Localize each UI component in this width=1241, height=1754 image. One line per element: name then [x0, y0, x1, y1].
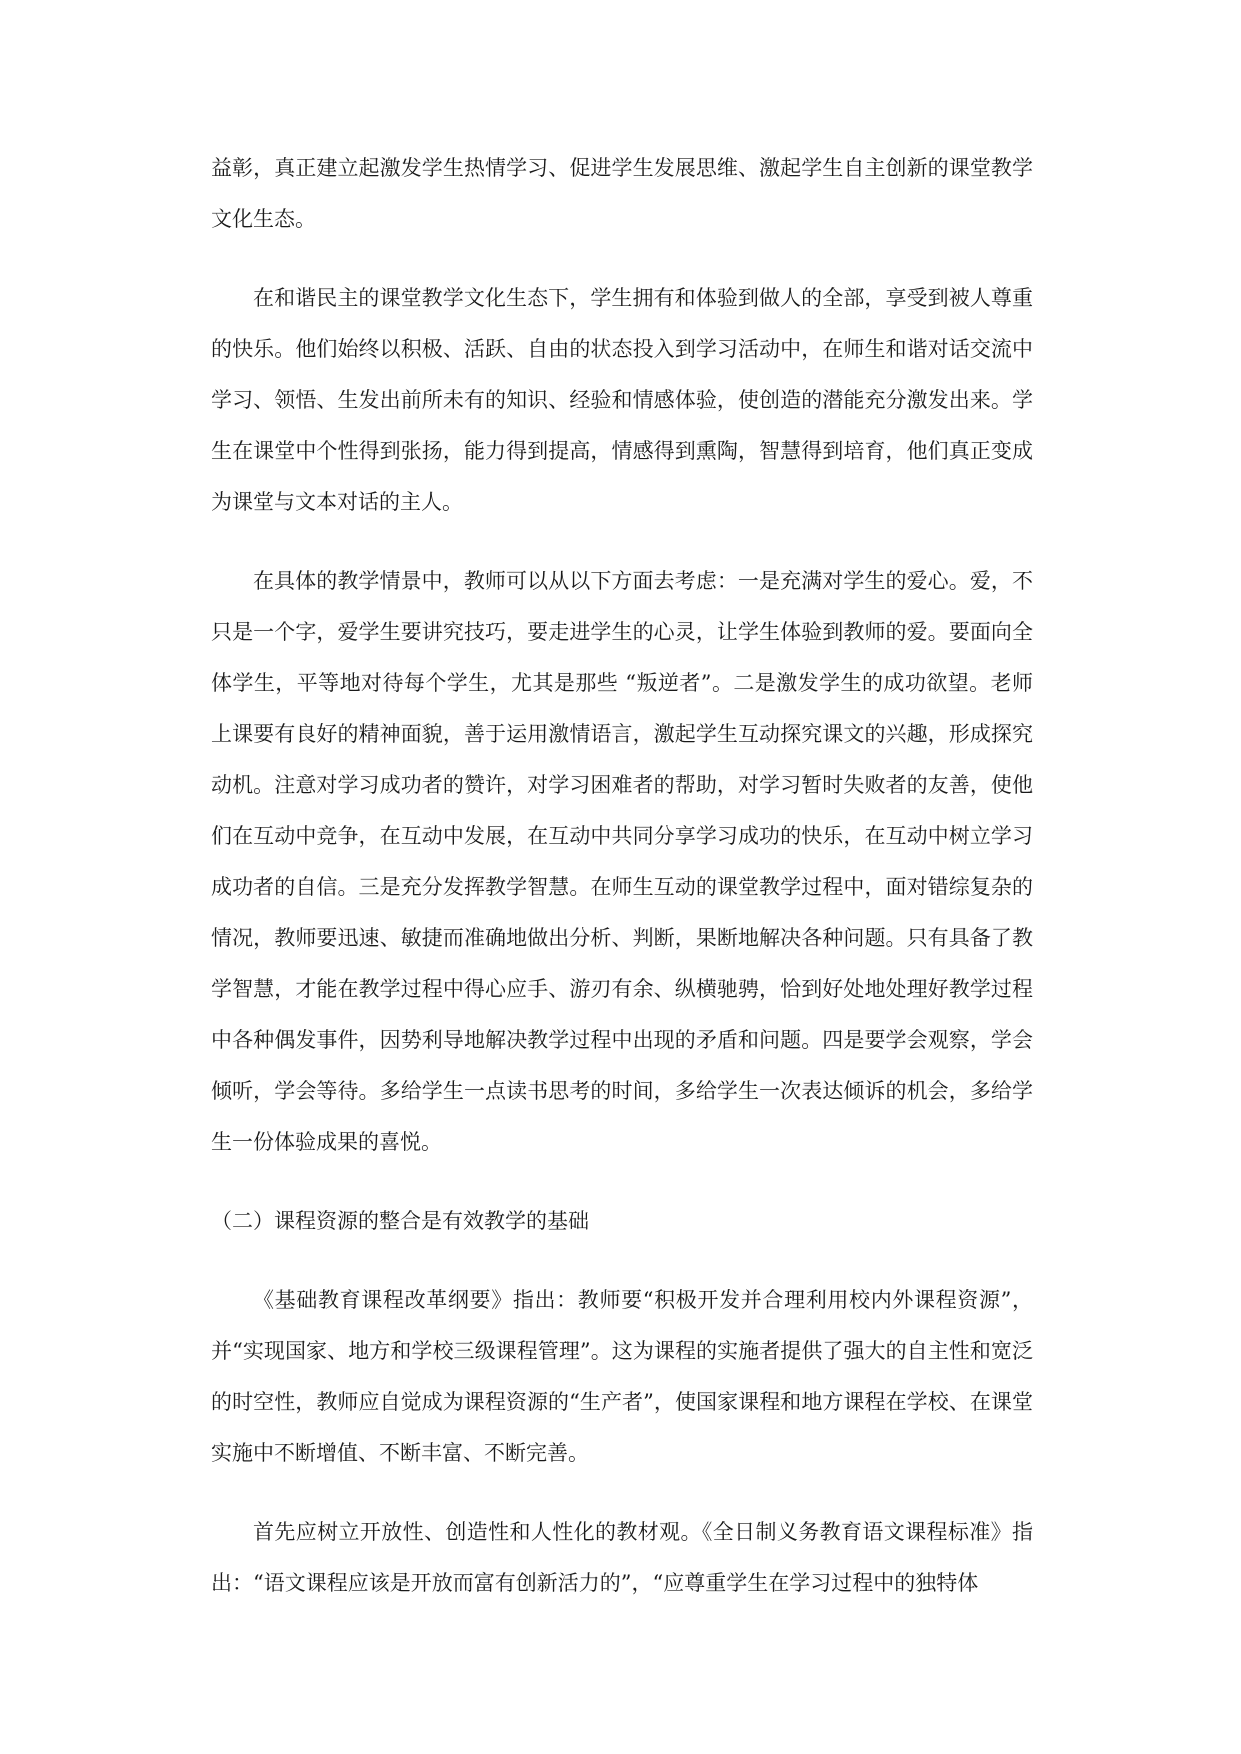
document-body [211, 143, 1033, 1609]
paragraph-curriculum-reform: 《基础教育课程改革纲要》指出：教师要“积极开发并合理利用校内外课程资源”，并“实现国家、地方和学校三级课程管理”。这为课程的实施者提供了强大的自主性和宽泛的时空性，教师应自觉成为课程资源的“生产者”，使国家课程和地方课程在学校、在课堂实施中不断增值、不断丰富、不断完善。 [211, 1288, 1033, 1465]
paragraph-classroom-ecology: 在和谐民主的课堂教学文化生态下，学生拥有和体验到做人的全部，享受到被人尊重的快乐。他们始终以积极、活跃、自由的状态投入到学习活动中，在师生和谐对话交流中学习、领悟、生发出前所未有的知识、经验和情感体验，使创造的潜能充分激发出来。学生在课堂中个性得到张扬，能力得到提高，情感得到熏陶，智慧得到培育，他们真正变成为课堂与文本对话的主人。 [211, 286, 1033, 514]
paragraph-textbook-view: 首先应树立开放性、创造性和人性化的教材观。《全日制义务教育语文课程标准》指出：“语文课程应该是开放而富有创新活力的”，“应尊重学生在学习过程中的独特体 [211, 1520, 1033, 1595]
paragraph-teaching-scenarios: 在具体的教学情景中，教师可以从以下方面去考虑：一是充满对学生的爱心。爱，不只是一个字，爱学生要讲究技巧，要走进学生的心灵，让学生体验到教师的爱。要面向全体学生，平等地对待每个学生，尤其是那些 “叛逆者”。二是激发学生的成功欲望。老师上课要有良好的精神面貌，善于运用激情语言，激起学生互动探究课文的兴趣，形成探究动机。注意对学习成功者的赞许，对学习困难者的帮助，对学习暂时失败者的友善，使他们在互动中竞争，在互动中发展，在互动中共同分享学习成功的快乐，在互动中树立学习成功者的自信。三是充分发挥教学智慧。在师生互动的课堂教学过程中，面对错综复杂的情况，教师要迅速、敏捷而准确地做出分析、判断，果断地解决各种问题。只有具备了教学智慧，才能在教学过程中得心应手、游刃有余、纵横驰骋，恰到好处地处理好教学过程中各种偶发事件，因势利导地解决教学过程中出现的矛盾和问题。四是要学会观察，学会倾听，学会等待。多给学生一点读书思考的时间，多给学生一次表达倾诉的机会，多给学生一份体验成果的喜悦。 [211, 569, 1033, 1154]
paragraph-continuation: 益彰，真正建立起激发学生热情学习、促进学生发展思维、激起学生自主创新的课堂教学文化生态。 [211, 156, 1033, 231]
section-heading: （二）课程资源的整合是有效教学的基础 [211, 1209, 589, 1233]
